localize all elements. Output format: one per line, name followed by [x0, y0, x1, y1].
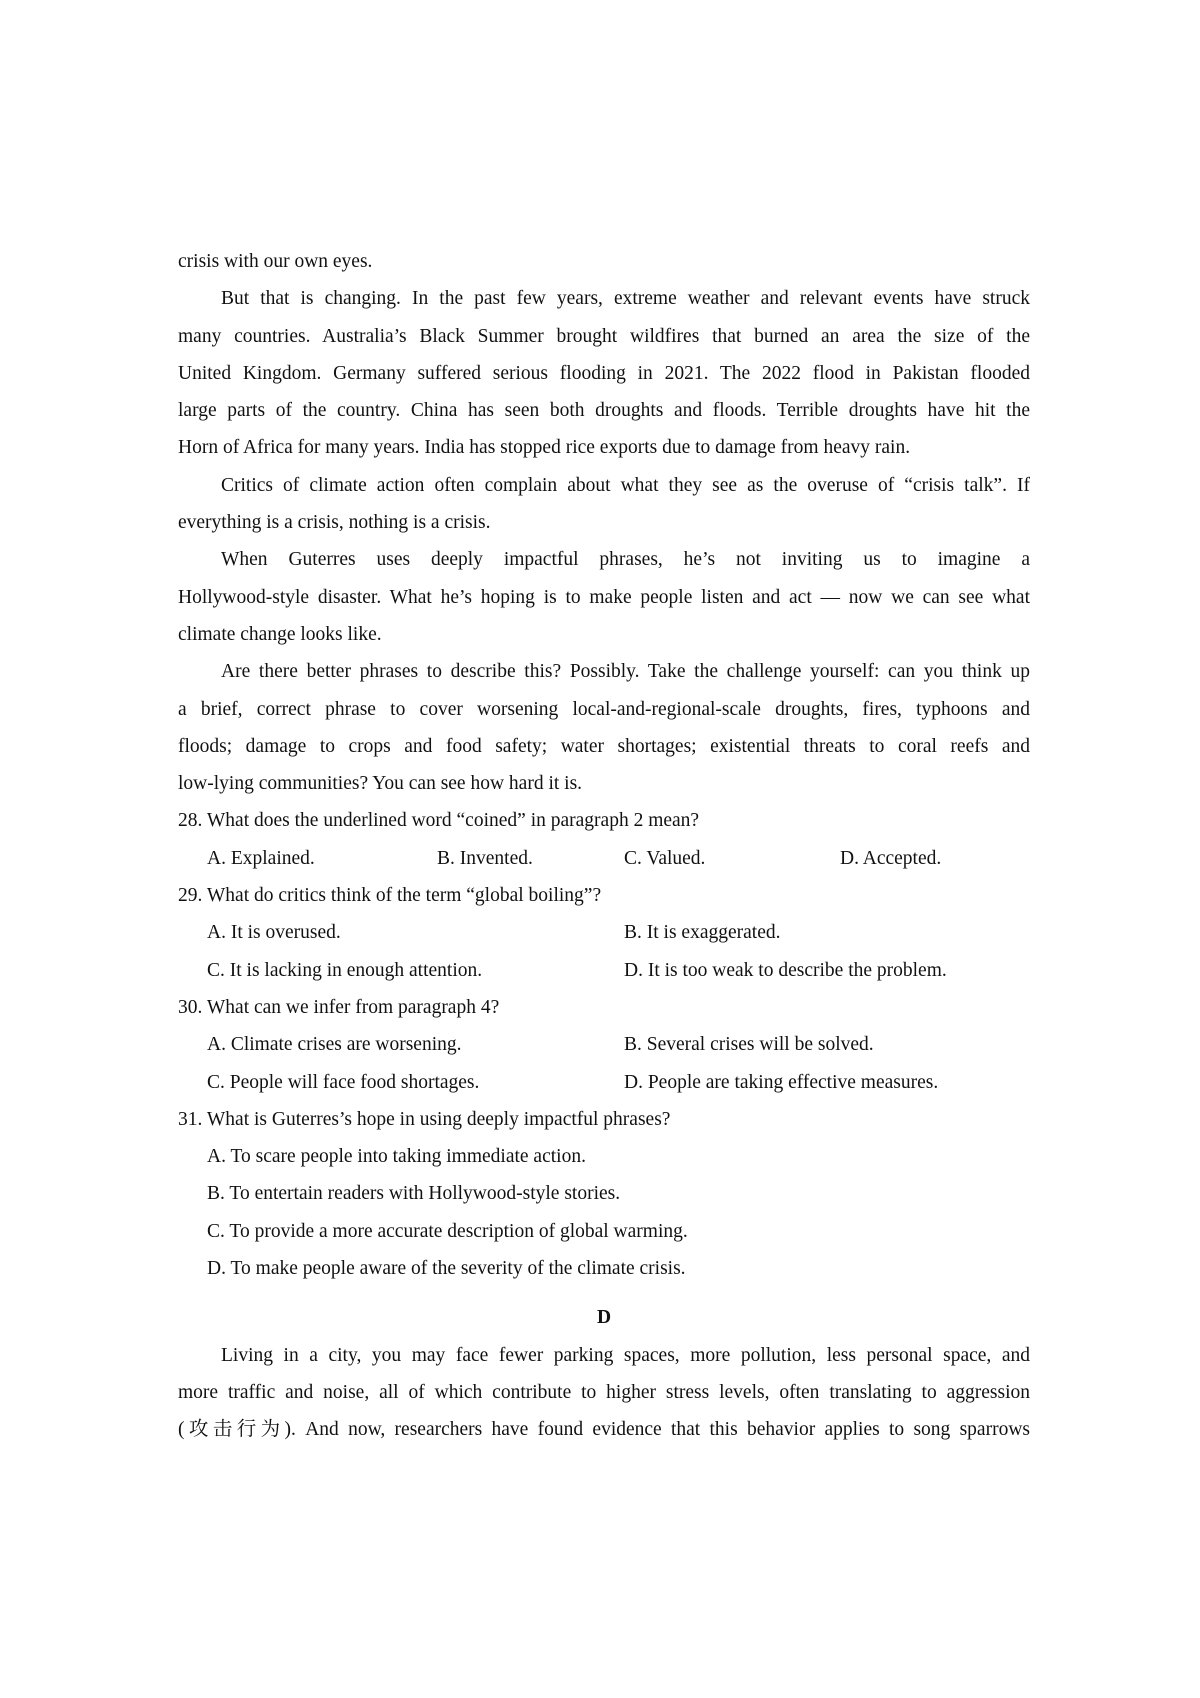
option-b[interactable]: B. Several crises will be solved. — [624, 1034, 874, 1056]
passage-line: floods; damage to crops and food safety; water shortages; existential threats to coral reefs and — [178, 735, 1030, 757]
question-stem: 30. What can we infer from paragraph 4? — [178, 996, 500, 1018]
passage-line: many countries. Australia’s Black Summer brought wildfires that burned an area the size of the — [178, 325, 1030, 347]
option-b[interactable]: B. It is exaggerated. — [624, 922, 781, 944]
question-31 — [178, 1101, 1030, 1287]
option-d[interactable]: D. People are taking effective measures. — [624, 1071, 939, 1093]
option-c[interactable]: C. Valued. — [624, 847, 706, 869]
passage-line: Critics of climate action often complain about what they see as the overuse of “crisis talk”. If — [221, 474, 1030, 496]
passage-line: Hollywood-style disaster. What he’s hoping is to make people listen and act — now we can see what — [178, 586, 1030, 608]
exam-page — [178, 243, 1030, 1449]
passage-line: large parts of the country. China has seen both droughts and floods. Terrible droughts have hit the — [178, 400, 1030, 422]
option-d[interactable]: D. It is too weak to describe the problem. — [624, 959, 947, 981]
passage-line: crisis with our own eyes. — [178, 251, 373, 272]
option-b[interactable]: B. To entertain readers with Hollywood-style stories. — [207, 1183, 621, 1205]
question-29 — [178, 877, 1030, 989]
option-a[interactable]: A. It is overused. — [207, 922, 341, 944]
options-row — [178, 1026, 1030, 1063]
options-row — [178, 952, 1030, 989]
options-row — [178, 1064, 1030, 1101]
passage-line: low-lying communities? You can see how hard it is. — [178, 773, 583, 795]
option-c[interactable]: C. People will face food shortages. — [207, 1071, 480, 1093]
passage-c-text — [178, 243, 1030, 802]
question-stem: 28. What does the underlined word “coined” in paragraph 2 mean? — [178, 810, 700, 832]
option-a[interactable]: A. To scare people into taking immediate action. — [207, 1146, 586, 1168]
option-d[interactable]: D. To make people aware of the severity of the climate crisis. — [207, 1258, 686, 1280]
question-30 — [178, 989, 1030, 1101]
passage-line: climate change looks like. — [178, 623, 382, 645]
option-c[interactable]: C. To provide a more accurate description of global warming. — [207, 1220, 688, 1242]
passage-line: a brief, correct phrase to cover worsening local-and-regional-scale droughts, fires, typhoons and — [178, 698, 1030, 720]
options-row — [178, 840, 1030, 877]
passage-line: Are there better phrases to describe this? Possibly. Take the challenge yourself: can you think up — [221, 661, 1030, 683]
passage-d-text — [178, 1337, 1030, 1449]
option-a[interactable]: A. Climate crises are worsening. — [207, 1034, 462, 1056]
section-d-title: D — [596, 1307, 612, 1329]
option-c[interactable]: C. It is lacking in enough attention. — [207, 959, 483, 981]
question-28 — [178, 802, 1030, 877]
passage-line: When Guterres uses deeply impactful phrases, he’s not inviting us to imagine a — [221, 549, 1030, 571]
passage-line: But that is changing. In the past few years, extreme weather and relevant events have struck — [221, 288, 1030, 310]
passage-line: everything is a crisis, nothing is a crisis. — [178, 512, 491, 534]
option-a[interactable]: A. Explained. — [207, 847, 315, 869]
option-b[interactable]: B. Invented. — [437, 847, 533, 869]
passage-line: (攻击行为). And now, researchers have found evidence that this behavior applies to song sparrows — [178, 1419, 1030, 1441]
passage-line: Horn of Africa for many years. India has stopped rice exports due to damage from heavy rain. — [178, 437, 911, 459]
passage-line: Living in a city, you may face fewer parking spaces, more pollution, less personal space, and — [221, 1344, 1030, 1366]
question-stem: 29. What do critics think of the term “global boiling”? — [178, 885, 602, 907]
option-d[interactable]: D. Accepted. — [840, 847, 942, 869]
options-row — [178, 914, 1030, 951]
passage-line: United Kingdom. Germany suffered serious flooding in 2021. The 2022 flood in Pakistan flooded — [178, 362, 1030, 384]
question-stem: 31. What is Guterres’s hope in using deeply impactful phrases? — [178, 1108, 671, 1130]
passage-line: more traffic and noise, all of which contribute to higher stress levels, often translating to aggression — [178, 1381, 1030, 1403]
